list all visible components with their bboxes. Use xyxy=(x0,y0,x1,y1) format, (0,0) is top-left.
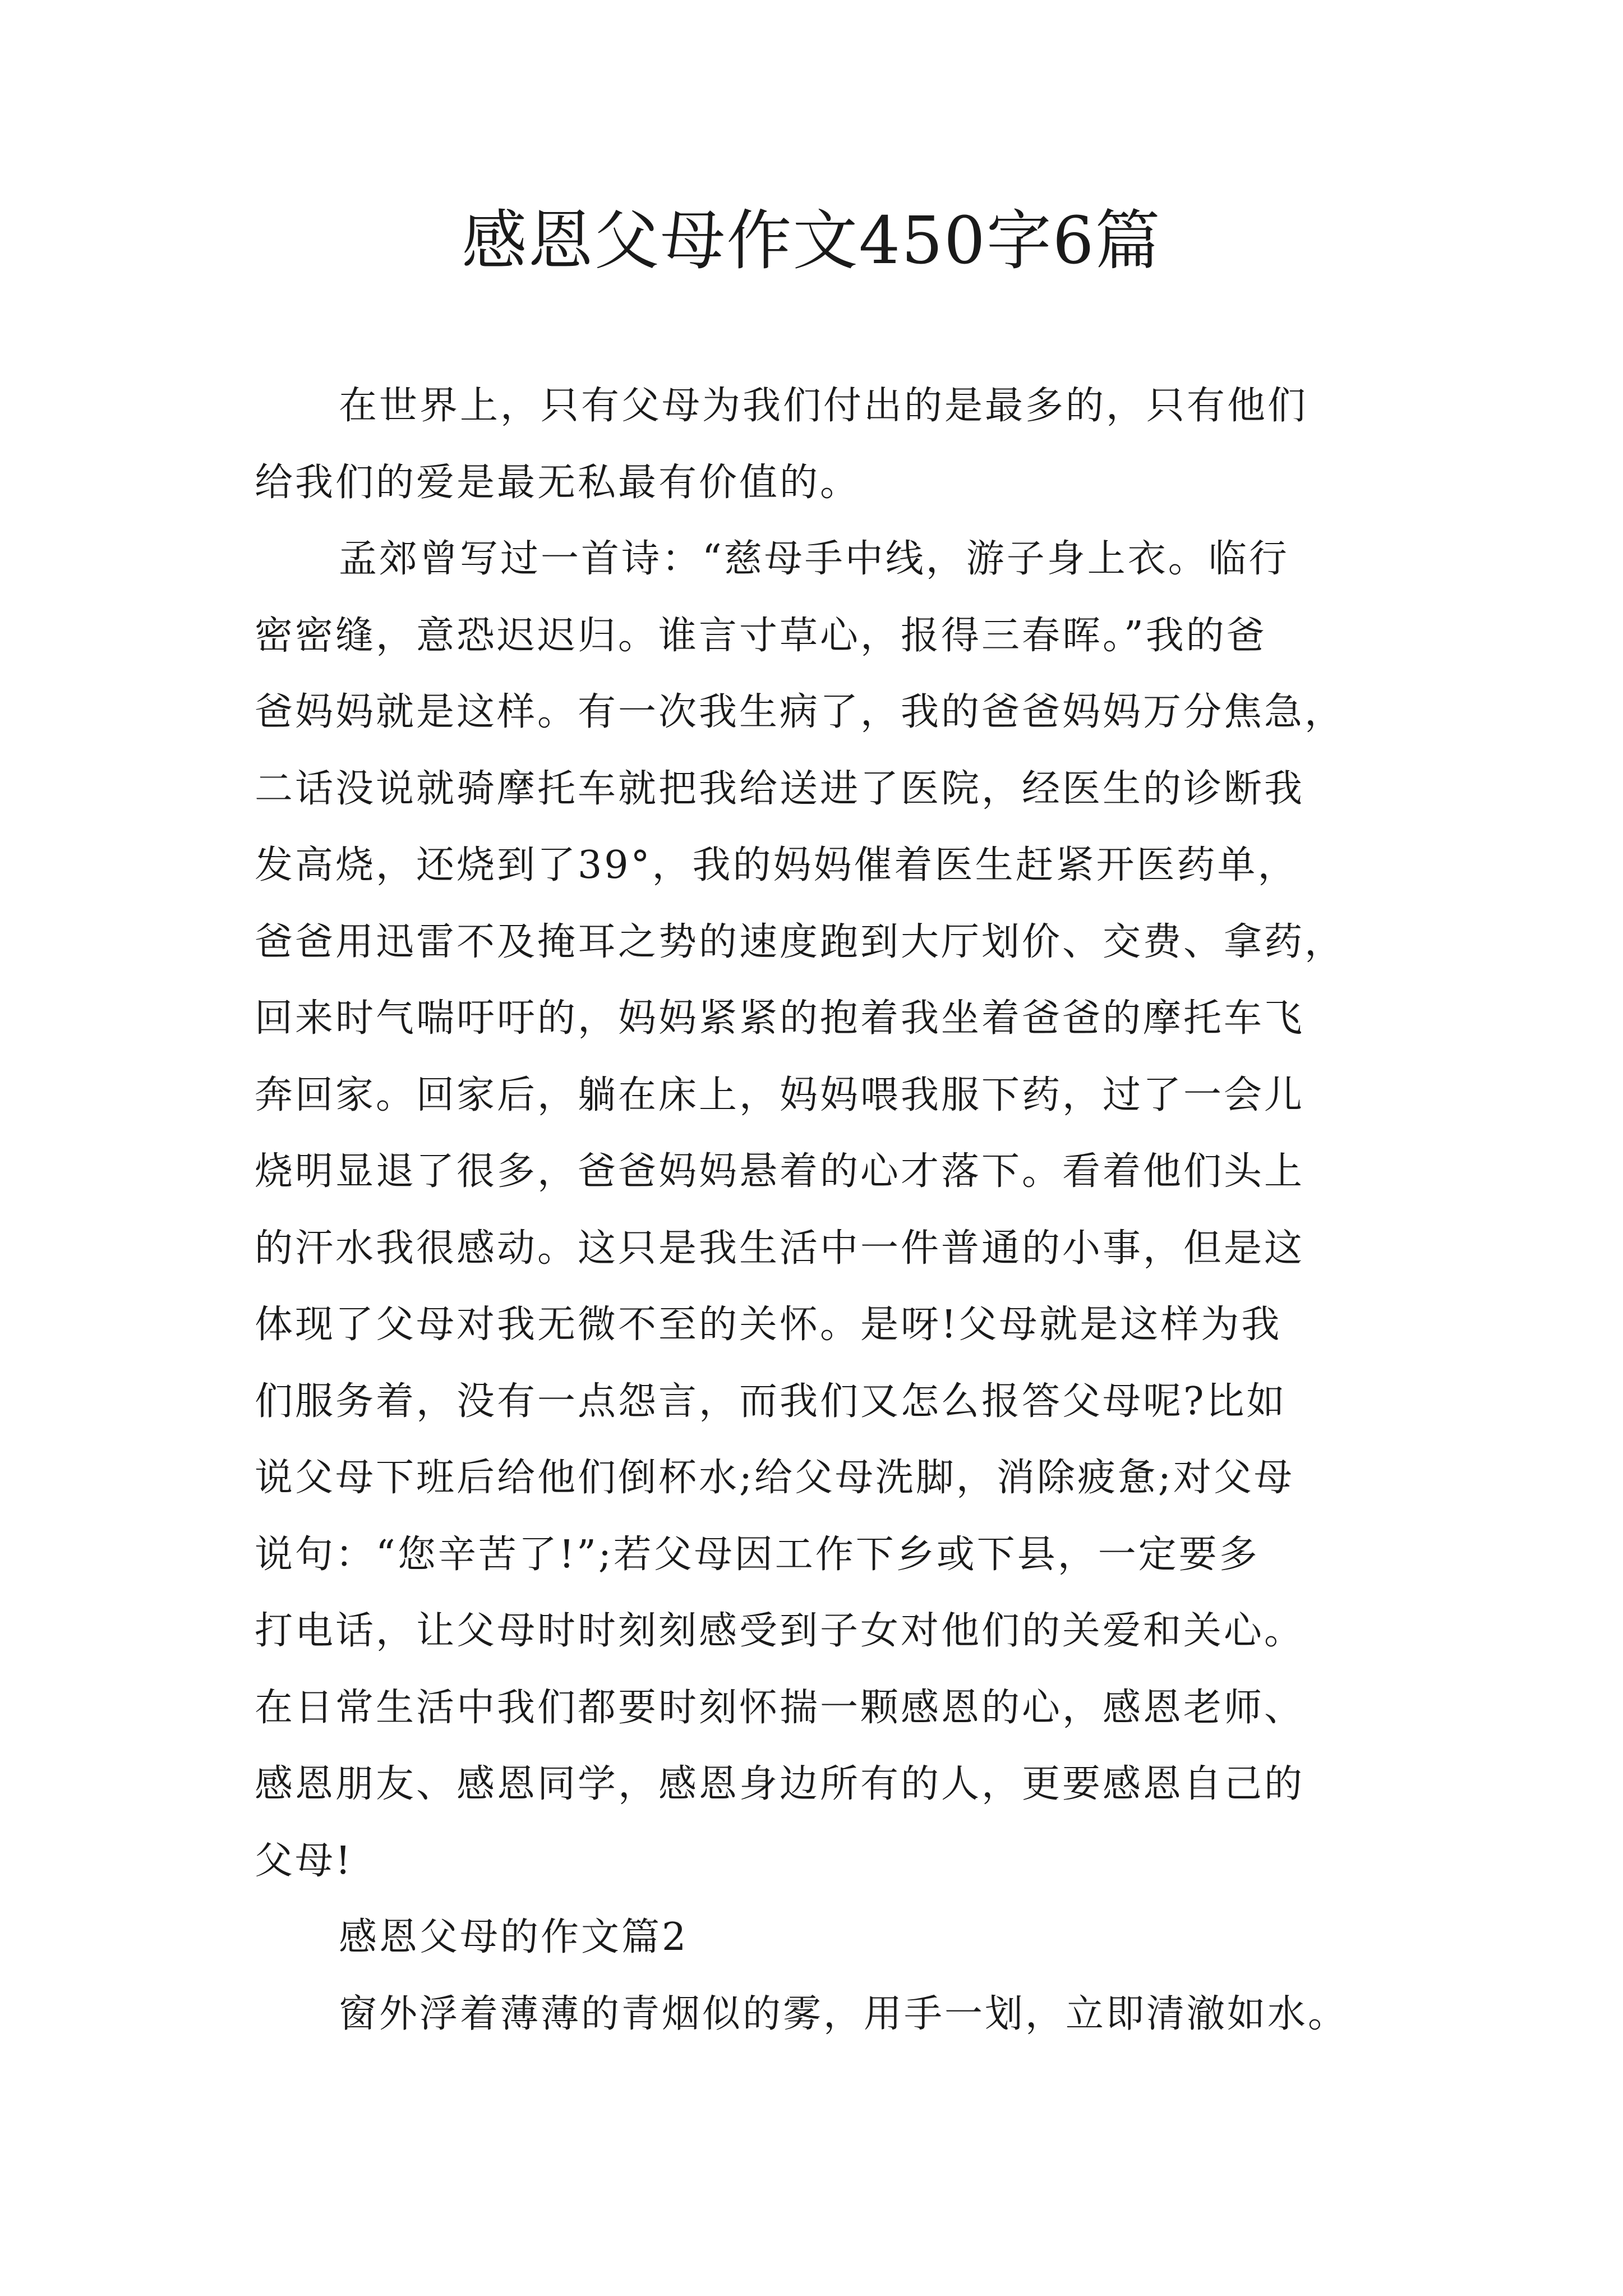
section-heading: 感恩父母的作文篇2 xyxy=(339,1915,689,1959)
paragraph-essay-2-start: 窗外浮着薄薄的青烟似的雾，用手一划，立即清澈如水。 xyxy=(339,1991,1349,2036)
document-body xyxy=(255,368,1393,2053)
paragraph-intro: 在世界上，只有父母为我们付出的是最多的，只有他们 给我们的爱是最无私最有价值的。 xyxy=(255,384,1308,505)
paragraph-poem-story: 孟郊曾写过一首诗：“慈母手中线，游子身上衣。临行 密密缝，意恐迟迟归。谁言寸草心，报得三春晖。”我的爸 爸妈妈就是这样。有一次我生病了，我的爸爸妈妈万分焦急， 二话没说就骑摩托车就把我给送进了医院，经医生的诊断我 发高烧，还烧到了39°，我的妈妈催着医生赶紧开医药单， 爸爸用迅雷不及掩耳之势的速度跑到大厅划价、交费、拿药， 回来时气喘吁吁的，妈妈紧紧的抱着我坐着爸爸的摩托车飞 奔回家。回家后，躺在床上，妈妈喂我服下药，过了一会儿 烧明显退了很多，爸爸妈妈悬着的心才落下。看着他们头上 的汗水我很感动。这只是我生活中一件普通的小事，但是这 体现了父母对我无微不至的关怀。是呀!父母就是这样为我 们服务着，没有一点怨言，而我们又怎么报答父母呢?比如 说父母下班后给他们倒杯水;给父母洗脚，消除疲惫;对父母 说句：“您辛苦了!”;若父母因工作下乡或下县，一定要多 打电话，让父母时时刻刻感受到子女对他们的关爱和关心。 在日常生活中我们都要时刻怀揣一颗感恩的心，感恩老师、 感恩朋友、感恩同学，感恩身边所有的人，更要感恩自己的 父母! xyxy=(255,537,1345,1883)
document-title: 感恩父母作文450字6篇 xyxy=(462,203,1161,279)
